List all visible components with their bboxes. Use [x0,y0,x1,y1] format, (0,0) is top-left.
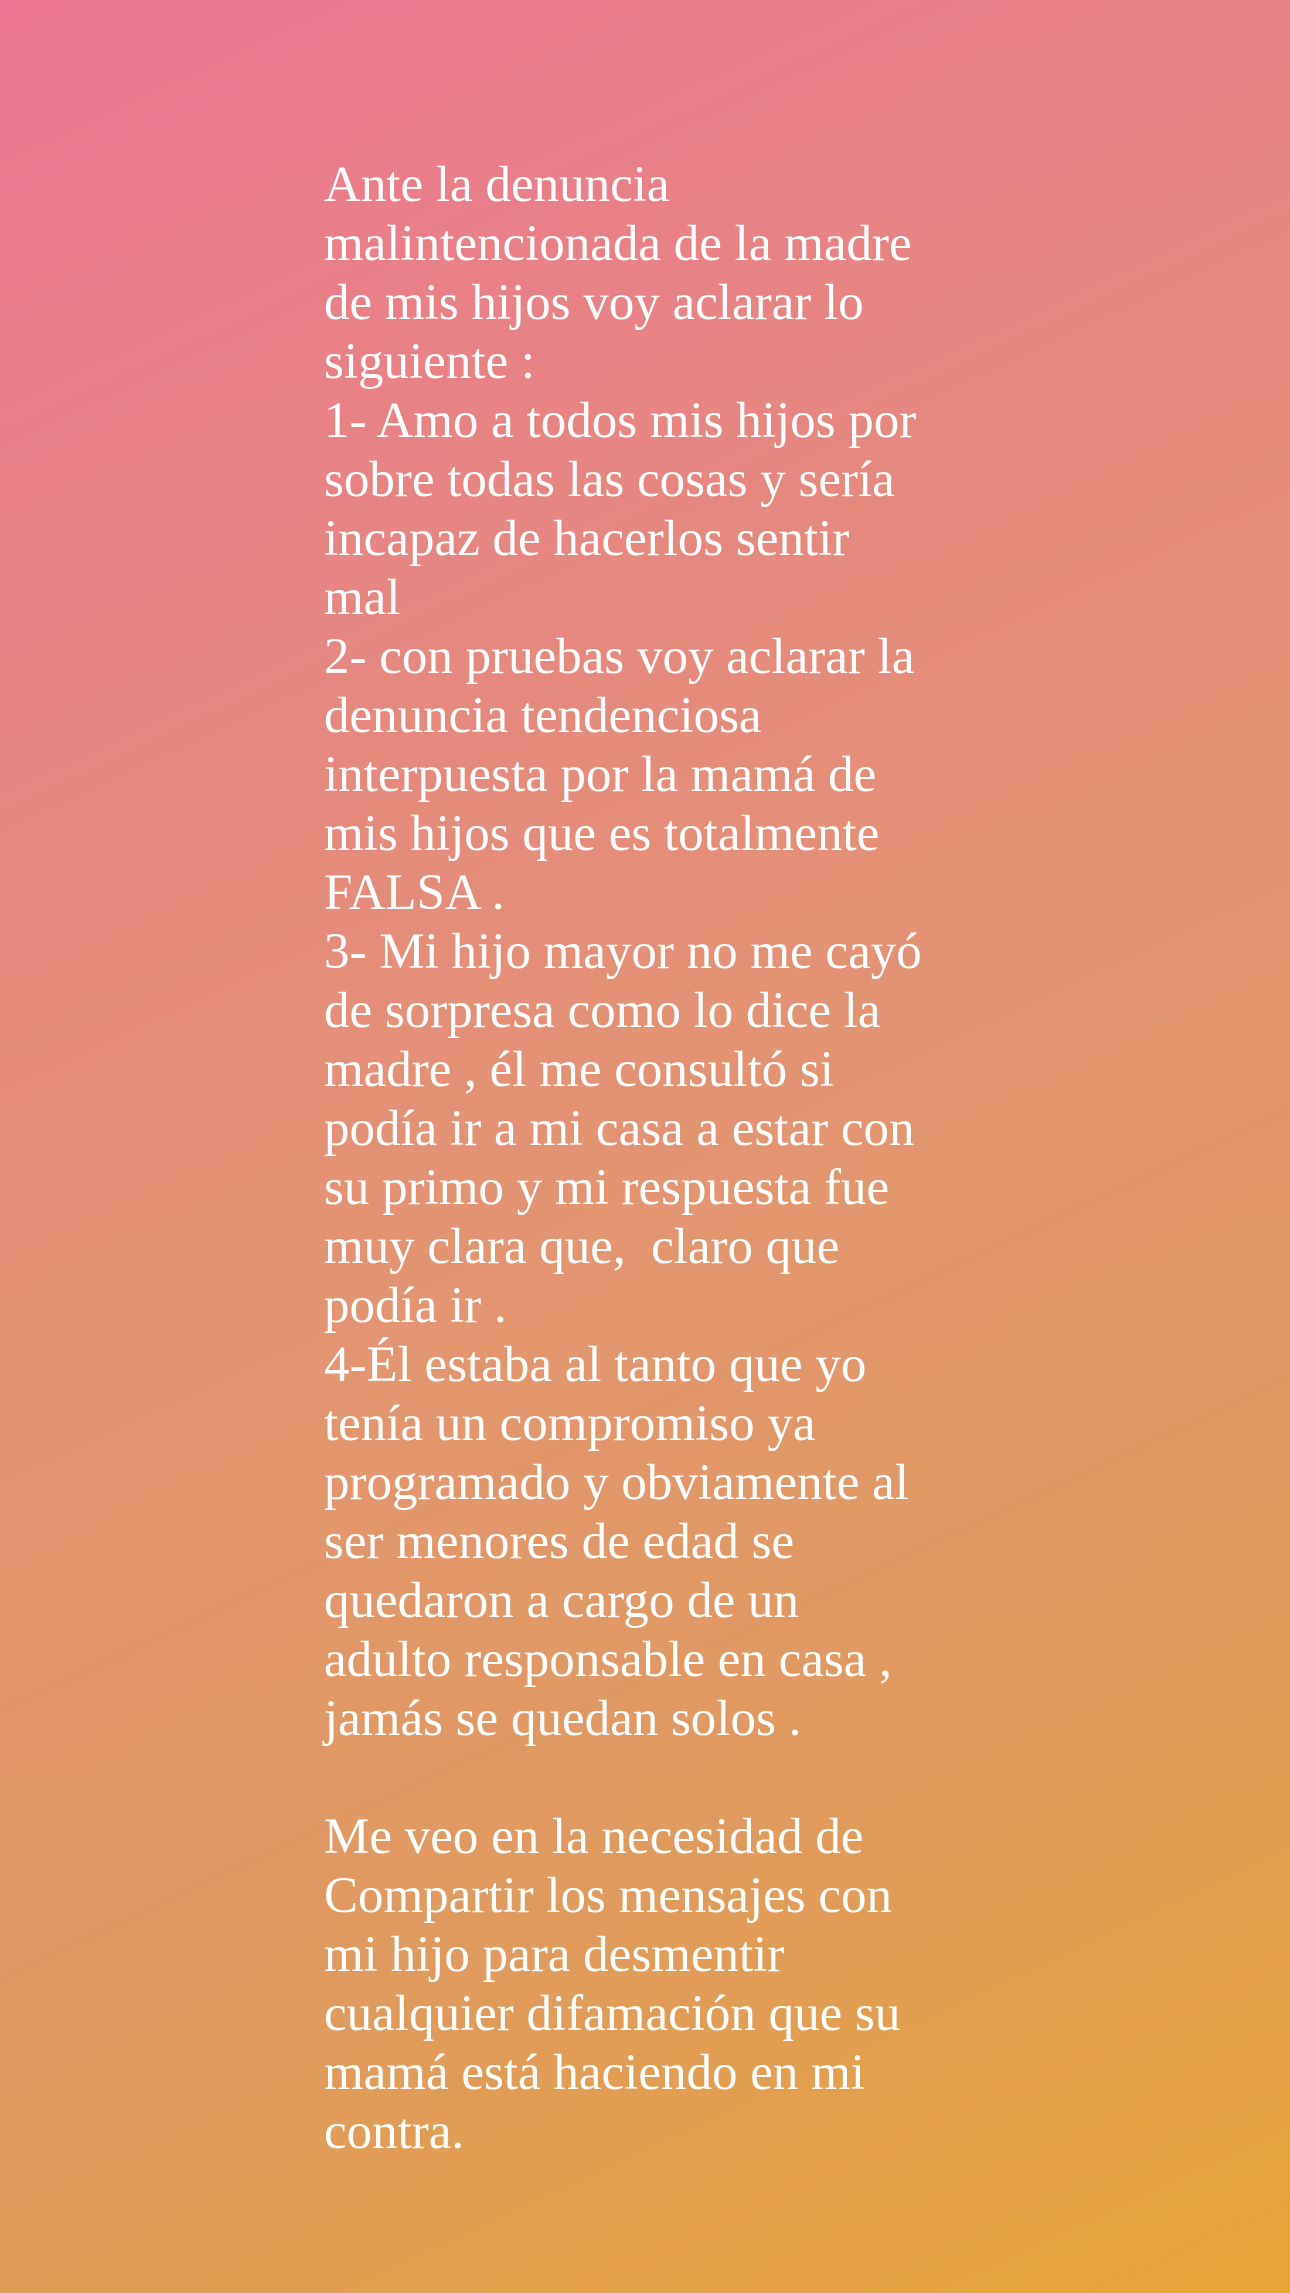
text-line: podía ir a mi casa a estar con [324,1101,915,1157]
text-line: su primo y mi respuesta fue [324,1160,890,1216]
text-line: madre , él me consultó si [324,1042,834,1098]
text-line: sobre todas las cosas y sería [324,452,895,508]
text-line: de mis hijos voy aclarar lo [324,275,864,331]
text-line: de sorpresa como lo dice la [324,983,881,1039]
text-line: FALSA . [324,865,505,921]
text-line: muy clara que, claro que [324,1219,840,1275]
text-line: mi hijo para desmentir [324,1927,785,1983]
text-line: ser menores de edad se [324,1514,795,1570]
text-line: siguiente : [324,334,536,390]
text-line: 2- con pruebas voy aclarar la [324,629,915,685]
text-line: adulto responsable en casa , [324,1632,892,1688]
text-line: cualquier difamación que su [324,1986,901,2042]
text-line: 1- Amo a todos mis hijos por [324,393,917,449]
text-line: quedaron a cargo de un [324,1573,799,1629]
text-line: programado y obviamente al [324,1455,909,1511]
text-line: contra. [324,2104,465,2160]
text-line: Compartir los mensajes con [324,1868,892,1924]
story-text-block [324,156,1124,2162]
text-line: 3- Mi hijo mayor no me cayó [324,924,922,980]
text-line: mamá está haciendo en mi [324,2045,865,2101]
text-line: malintencionada de la madre [324,216,912,272]
text-line: interpuesta por la mamá de [324,747,877,803]
text-line: 4-Él estaba al tanto que yo [324,1337,867,1393]
text-line: denuncia tendenciosa [324,688,762,744]
text-line: tenía un compromiso ya [324,1396,816,1452]
text-line: mal [324,570,401,626]
text-line: Ante la denuncia [324,157,670,213]
text-line: podía ir . [324,1278,507,1334]
text-line: jamás se quedan solos . [324,1691,802,1747]
text-line: Me veo en la necesidad de [324,1809,864,1865]
blank-line [324,1749,1124,1808]
text-line: incapaz de hacerlos sentir [324,511,850,567]
text-line: mis hijos que es totalmente [324,806,880,862]
